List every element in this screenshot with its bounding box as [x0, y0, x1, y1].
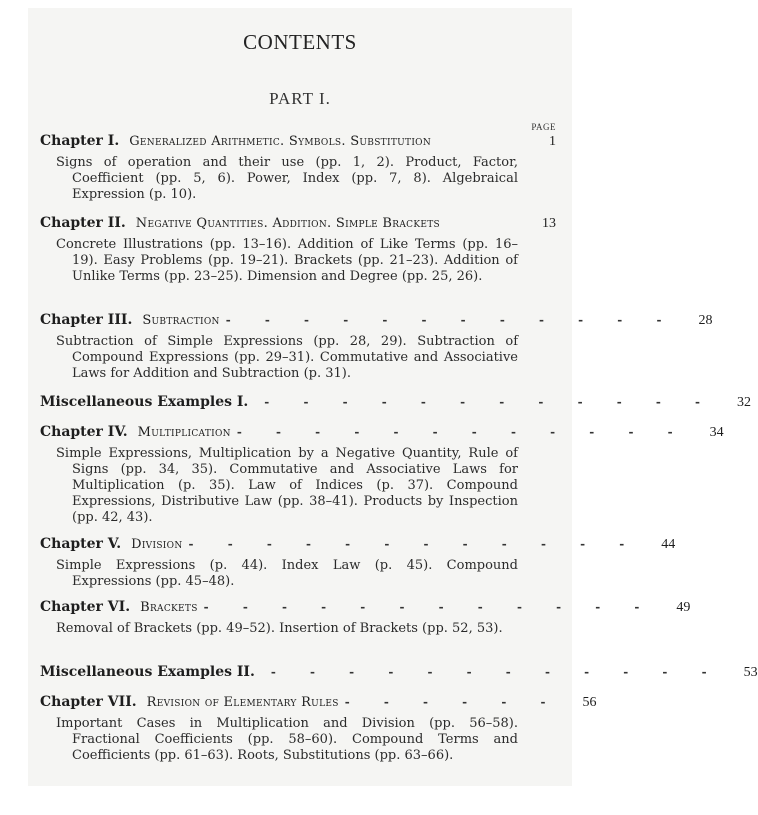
part-heading: PART I. [269, 89, 331, 108]
entry-label: Chapter VII. [40, 694, 137, 710]
entry-heading: Revision of Elementary Rules [146, 695, 339, 710]
entry-label: Chapter VI. [40, 599, 131, 615]
entry-label: Chapter IV. [40, 424, 128, 440]
entry-description: Removal of Brackets (pp. 49–52). Insertion of Brackets (pp. 52, 53). [56, 621, 503, 636]
entry-heading: Generalized Arithmetic. Symbols. Substitution [129, 134, 432, 149]
toc-entry-chapter-1 [40, 132, 556, 203]
entry-description: Important Cases in Multiplication and Division (pp. 56–58). Fractional Coefficients (pp. 58–60). Compound Terms and Coefficients (pp. 61–63). Roots, Substitutions (pp. 63–66). [56, 716, 518, 763]
page-column-label: PAGE [531, 122, 556, 132]
entry-description: Simple Expressions, Multiplication by a Negative Quantity, Rule of Signs (pp. 34, 35). Commutative and Associative Laws for Multiplication (p. 35). Law of Indices (p. 37). Compound Expressions, Distributive Law (pp. 38–41). Products by Inspection (pp. 42, 43). [56, 446, 518, 525]
entry-heading: Subtraction [142, 313, 220, 328]
entry-heading: Multiplication [137, 425, 231, 440]
dot-leader: - - - - - - - - - - - - [188, 537, 640, 551]
toc-entry-misc-2 [40, 663, 758, 682]
entry-heading: Brackets [140, 600, 198, 615]
entry-label: Chapter II. [40, 215, 126, 231]
dot-leader: - - - - - - - - - - - - [203, 600, 655, 614]
toc-entry-chapter-4 [40, 423, 724, 526]
toc-entry-chapter-5 [40, 535, 676, 590]
entry-page-number: 49 [676, 600, 691, 615]
dot-leader: - - - - - - - - - - - - [236, 425, 688, 439]
dot-leader: - - - - - - - - - - - - [225, 313, 677, 327]
entry-page-number: 28 [698, 313, 713, 328]
toc-entry-chapter-2 [40, 214, 556, 285]
entry-label: Miscellaneous Examples II. [40, 664, 255, 680]
toc-entry-chapter-3 [40, 311, 713, 382]
entry-label: Chapter I. [40, 133, 120, 149]
book-page [28, 8, 758, 786]
dot-leader: - - - - - - - - - - - - [264, 395, 716, 409]
entry-description: Subtraction of Simple Expressions (pp. 28, 29). Subtraction of Compound Expressions (pp. 29–31). Commutative and Associative Laws for Addition and Subtraction (p. 31). [56, 334, 518, 381]
entry-page-number: 32 [737, 395, 752, 410]
entry-heading: Negative Quantities. Addition. Simple Brackets [135, 216, 440, 231]
entry-page-number: 53 [743, 665, 758, 680]
entry-label: Chapter V. [40, 536, 122, 552]
entry-label: Chapter III. [40, 312, 133, 328]
entry-description: Simple Expressions (p. 44). Index Law (p. 45). Compound Expressions (pp. 45–48). [56, 558, 518, 589]
entry-description: Concrete Illustrations (pp. 13–16). Addition of Like Terms (pp. 16–19). Easy Problems (pp. 19–21). Brackets (pp. 21–23). Addition of Unlike Terms (pp. 23–25). Dimension and Degree (pp. 25, 26). [56, 237, 518, 284]
entry-label: Miscellaneous Examples I. [40, 394, 249, 410]
entry-description: Signs of operation and their use (pp. 1, 2). Product, Factor, Coefficient (pp. 5, 6). Power, Index (pp. 7, 8). Algebraical Expression (p. 10). [56, 155, 518, 202]
contents-title: CONTENTS [243, 30, 357, 54]
entry-heading: Division [131, 537, 183, 552]
entry-page-number: 44 [661, 537, 676, 552]
toc-entry-chapter-6 [40, 598, 691, 637]
dot-leader: - - - - - - - - - - - - [270, 665, 722, 679]
entry-page-number: 56 [582, 695, 597, 710]
toc-entry-chapter-7 [40, 693, 597, 764]
entry-page-number: 13 [542, 216, 556, 231]
dot-leader: - - - - - - [344, 695, 561, 709]
entry-page-number: 34 [709, 425, 724, 440]
toc-entry-misc-1 [40, 393, 752, 412]
entry-page-number: 1 [549, 134, 556, 149]
